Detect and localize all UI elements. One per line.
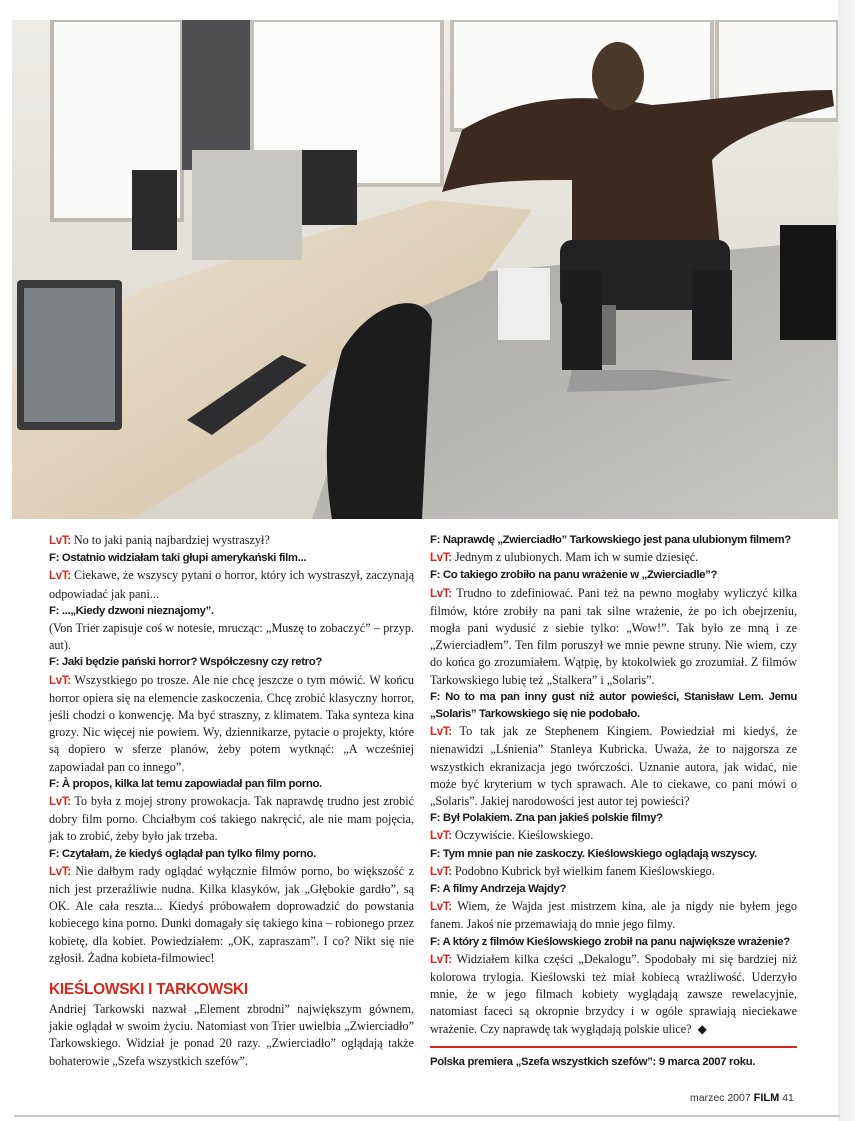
interview-text: Jednym z ulubionych. Mam ich w sumie dziesięć. xyxy=(451,550,699,565)
page-edge xyxy=(838,0,855,1121)
interview-question xyxy=(49,846,414,863)
interview-text: Widziałem kilka części „Dekalogu”. Spodobały mi się bardziej niż kolorowa trylogia. Kieślowski też miał kobiecą wrażliwość. Uderzyło mnie, że w jego filmach kobiety wyglądają zawsze rewelacyjnie, natomiast faceci są okropnie brzydcy i w ogóle sprawiają nieciekawe wrażenie. Czy naprawdę tak wyglądają polskie ulice? xyxy=(430,951,797,1036)
interview-question xyxy=(430,934,797,951)
speaker-tag: F: xyxy=(430,534,441,546)
interview-question xyxy=(49,654,414,671)
question-text: A filmy Andrzeja Wajdy? xyxy=(440,883,567,896)
speaker-tag: F: xyxy=(49,847,60,860)
issue-date: marzec 2007 xyxy=(690,1092,751,1104)
speaker-tag: F: xyxy=(430,569,441,582)
interview-text: Ciekawe, że wszyscy pytani o horror, który ich wystraszył, zaczynają odpowiadać jak pani... xyxy=(49,568,414,601)
interview-question xyxy=(430,689,797,723)
question-text: Jaki będzie pański horror? Współczesny czy retro? xyxy=(59,656,322,669)
question-text: Był Polakiem. Zna pan jakieś polskie filmy? xyxy=(440,812,663,825)
speaker-tag: LvT: xyxy=(430,552,452,565)
article-left-column xyxy=(49,532,414,1070)
interview-text: Podobno Kubrick był wielkim fanem Kieślowskiego. xyxy=(451,863,715,878)
interview-line xyxy=(49,567,414,602)
interview-line xyxy=(49,672,414,776)
interview-text: Nie dałbym rady oglądać wyłącznie filmów porno, bo większość z nich jest przeraźliwie nudna. Kilka klasyków, jak „Głębokie gardło”, są OK. Ale cała reszta... Kiedyś próbowałem doprowadzić do powstania kobiecego kina porno. Dunki domagały się takiego kina – robionego przez kobietę, dla kobiet. Powiedziałem: „OK, zapraszam”. I co? Nikt się nie zgłosił. Żadna kobieta-filmowiec! xyxy=(49,863,414,965)
interview-question xyxy=(430,567,797,584)
interview-question xyxy=(430,881,797,898)
speaker-tag: LvT: xyxy=(430,953,452,966)
interview-text: No to jaki panią najbardziej wystraszył? xyxy=(70,533,270,547)
speaker-tag: LvT: xyxy=(49,570,71,583)
question-text: Ostatnio widziałam taki głupi amerykański film... xyxy=(59,552,307,565)
question-text: No to ma pan inny gust niż autor powieści, Stanisław Lem. Jemu „Solaris” Tarkowskiego się nie podobało. xyxy=(430,690,797,721)
section-heading: KIEŚLOWSKI I TARKOWSKI xyxy=(49,981,248,999)
interview-line xyxy=(430,951,797,1038)
interview-text: To tak jak ze Stephenem Kingiem. Powiedział mi kiedyś, że nienawidzi „Lśnienia” Stanleya Kubricka. Uważa, że to najgorsza ze wszystkich ekranizacja jego twórczości. Uznanie autora, jak widać, nie może być kryterium w tych sprawach. Ale to ciekawe, co pani mówi o „Solaris”. Jakiej narodowości jest autor tej powieści? xyxy=(430,724,797,809)
speaker-tag: LvT: xyxy=(430,587,452,600)
interview-line xyxy=(49,863,414,967)
speaker-tag: LvT: xyxy=(430,830,452,843)
question-text: ...„Kiedy dzwoni nieznajomy”. xyxy=(59,604,214,617)
speaker-tag: F: xyxy=(430,847,441,860)
interview-text: Wszystkiego po trosze. Ale nie chcę jeszcze o tym mówić. W końcu horror opiera się na elemencie zaskoczenia. Chcę zrobić klasyczny horror, jeśli chodzi o konwencję. Ma być straszny, z klimatem. Taka synteza kina grozy. Nic więcej nie powiem. Wy, dziennikarze, pytacie o projekty, które są dopiero w sferze planów, żeby potem wytknąć: „A wcześniej zapowiadał pan co innego”. xyxy=(49,672,414,774)
office-photo xyxy=(12,20,838,519)
interview-line xyxy=(430,827,797,845)
speaker-tag: LvT: xyxy=(430,901,452,914)
speaker-tag: F: xyxy=(49,604,60,617)
speaker-tag: F: xyxy=(430,690,441,703)
question-text: Czytałam, że kiedyś oglądał pan tylko filmy porno. xyxy=(59,847,316,860)
office-photo-illustration xyxy=(12,20,838,519)
interview-line xyxy=(49,793,414,846)
interview-question xyxy=(49,603,414,620)
speaker-tag: LvT: xyxy=(49,535,71,547)
interview-line xyxy=(430,863,797,881)
premiere-divider xyxy=(430,1046,797,1048)
question-text: A który z filmów Kieślowskiego zrobił na panu największe wrażenie? xyxy=(440,935,790,948)
speaker-tag: LvT: xyxy=(49,674,71,687)
page-folio xyxy=(690,1092,794,1104)
interview-text: Oczywiście. Kieślowskiego. xyxy=(451,828,594,843)
note-text: (Von Trier zapisuje coś w notesie, mrucząc: „Muszę to zobaczyć” – przyp. aut). xyxy=(49,621,414,653)
speaker-tag: LvT: xyxy=(49,865,71,878)
question-text: Tym mnie pan nie zaskoczy. Kieślowskiego oglądają wszyscy. xyxy=(440,847,757,860)
question-text: À propos, kilka lat temu zapowiadał pan film porno. xyxy=(59,777,322,790)
speaker-tag: F: xyxy=(49,656,60,669)
interview-question xyxy=(49,550,414,567)
interview-question xyxy=(430,532,797,549)
author-note xyxy=(49,620,414,654)
interview-line xyxy=(430,549,797,567)
speaker-tag: LvT: xyxy=(49,796,71,809)
page-number: 41 xyxy=(782,1092,794,1104)
interview-line xyxy=(430,723,797,810)
speaker-tag: F: xyxy=(49,552,60,565)
bottom-rule xyxy=(14,1115,840,1117)
question-text: Co takiego zrobiło na panu wrażenie w „Zwierciadle”? xyxy=(440,569,718,582)
article-right-column xyxy=(430,532,797,1038)
premiere-note: Polska premiera „Szefa wszystkich szefów”: 9 marca 2007 roku. xyxy=(430,1056,756,1068)
end-of-article-mark: ◆ xyxy=(697,1021,707,1036)
interview-question xyxy=(49,776,414,793)
magazine-name: FILM xyxy=(753,1092,780,1104)
interview-line xyxy=(430,898,797,933)
question-text: Naprawdę „Zwierciadło” Tarkowskiego jest pana ulubionym filmem? xyxy=(440,534,791,546)
interview-line xyxy=(49,532,414,550)
speaker-tag: F: xyxy=(430,935,441,948)
speaker-tag: LvT: xyxy=(430,726,452,739)
speaker-tag: LvT: xyxy=(430,865,452,878)
speaker-tag: F: xyxy=(49,777,60,790)
speaker-tag: F: xyxy=(430,812,441,825)
interview-question xyxy=(430,846,797,863)
interview-text: To była z mojej strony prowokacja. Tak naprawdę trudno jest zrobić dobry film porno. Chciałbym coś takiego nakręcić, ale nie mam pojęcia, jak to zrobić, żeby było jak trzeba. xyxy=(49,794,414,844)
interview-line xyxy=(430,585,797,689)
interview-text: Trudno to zdefiniować. Pani też na pewno mogłaby wyliczyć kilka filmów, które zrobiły na pani tak silne wrażenie, że po ich obejrzeniu, mogła pani wydusić z siebie tylko: „Wow!”. Tak było ze mną i ze „Zwierciadłem”. Ten film poruszył we mnie pewne struny. Nie wiem, czy do końca go zrozumiałem. Wątpię, by ktokolwiek go zrozumiał. Z filmów Tarkowskiego lubię też „Stalkera” i „Solaris”. xyxy=(430,585,797,687)
section-body: Andriej Tarkowski nazwał „Element zbrodni” największym gównem, jakie oglądał w swoim życiu. Natomiast von Trier uwielbia „Zwierciadło” Tarkowskiego. Widział je ponad 20 razy. „Zwierciadło” oglądają także bohaterowie „Szefa wszystkich szefów”. xyxy=(49,1002,414,1068)
interview-text: Wiem, że Wajda jest mistrzem kina, ale ja nigdy nie byłem jego fanem. Jakoś nie przemawiają do mnie jego filmy. xyxy=(430,899,797,932)
interview-question xyxy=(430,810,797,827)
speaker-tag: F: xyxy=(430,883,441,896)
